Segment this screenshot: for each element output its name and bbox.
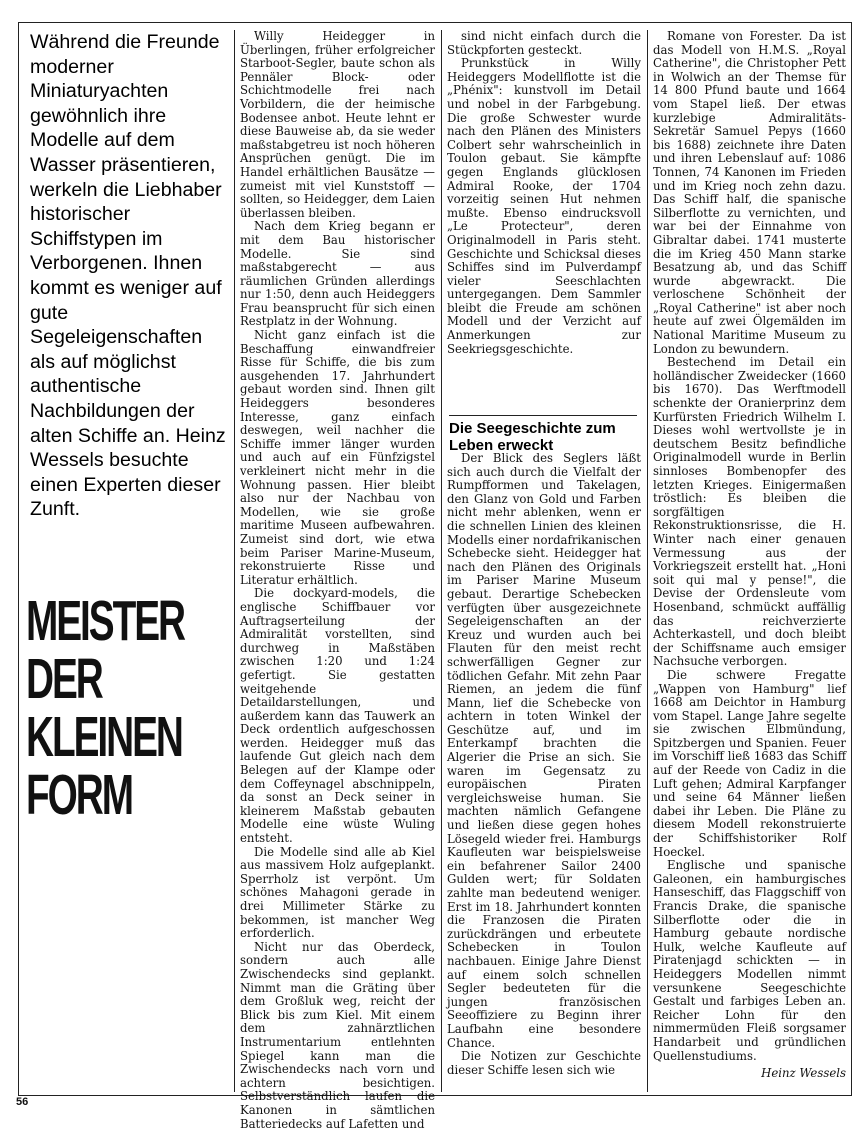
article-column-1 <box>240 29 435 1131</box>
headline-line-2: DER <box>26 647 102 711</box>
paragraph: Bestechend im Detail ein holländischer Zweidecker (1660 bis 1670). Das Werftmodell schenkte der Oranierprinz dem Kurfürsten Friedrich Wilhelm I. Dieses wohl wertvollste je in deutschem Besitz befindliche Originalmodell wurde in Berlin sinnloses Bombenopfer des letzten Krieges. Einigermaßen tröstlich: Es bleiben die sorgfältigen Rekonstruktionsrisse, die H. Winter nach einer genauen Vermessung aus der Vorkriegszeit erstellt hat. „Honi soit qui mal y pense!", die Devise der Ordensleute vom Hosenband, schmückt auffällig das reichverzierte Achterkastell, und doch bleibt der Schiffsname auch emsiger Nachsuche verborgen. <box>653 355 846 669</box>
headline-line-3: KLEINEN <box>26 705 182 769</box>
article-headline <box>26 589 185 827</box>
paragraph: sind nicht einfach durch die Stückpforten gesteckt. <box>447 29 641 57</box>
article-column-3 <box>653 30 846 1092</box>
intro-text: Während die Freunde moderner Miniaturyachten gewöhnlich ihre Modelle auf dem Wasser präsentieren, werkeln die Liebhaber historischer Schiffstypen im Verborgenen. Ihnen kommt es weniger auf gute Segeleigenschaften als auf möglichst authentische Nachbildungen der alten Schiffe an. Heinz Wessels besuchte einen Experten dieser Zunft. <box>30 31 226 521</box>
paragraph: Prunkstück in Willy Heideggers Modellflotte ist die „Phénix": kunstvoll im Detail und nobel in der Farbgebung. Die große Schwester wurde nach den Plänen des Ministers Colbert sehr wahrscheinlich in Toulon gebaut. Sie kämpfte gegen Englands glücklosen Admiral Rooke, der 1704 vorzeitig seinen Hut nehmen mußte. Ebenso eindrucksvoll „Le Protecteur", deren Originalmodell in Paris steht. Geschichte und Schicksal dieses Schiffes sind im Pulverdampf vieler Seeschlachten untergegangen. Dem Sammler bleibt die Freude am schönen Modell und der Verzicht auf Anmerkungen zur Seekriegsgeschichte. <box>447 56 641 356</box>
paragraph: Englische und spanische Galeonen, ein hamburgisches Hanseschiff, das Flaggschiff von Francis Drake, die spanische Silberflotte oder die in Hamburg gebaute nordische Hulk, welche Kaufleute auf Piratenjagd schickten — in Heideggers Modellen nimmt versunkene Seegeschichte Gestalt und farbiges Leben an. Reicher Lohn für den nimmermüden Fleiß sorgsamer Handarbeit und gründlichen Quellenstudiums. <box>653 858 846 1063</box>
column-rule-2 <box>441 30 442 1092</box>
column-rule-3 <box>647 30 648 1092</box>
column-rule-1 <box>234 30 235 1092</box>
paragraph: Die Notizen zur Geschichte dieser Schiffe lesen sich wie <box>447 1049 641 1077</box>
article-column-2-bottom <box>447 452 641 1092</box>
paragraph: Nach dem Krieg begann er mit dem Bau historischer Modelle. Sie sind maßstabgerecht — aus räumlichen Gründen allerdings nur 1:50, denn auch Heideggers Frau beansprucht für sich einen Restplatz in der Wohnung. <box>240 219 435 329</box>
paragraph: Willy Heidegger in Überlingen, früher erfolgreicher Starboot-Segler, baute schon als Pennäler Block- oder Schichtmodelle frei nach Vorbildern, die der heimische Bodensee anbot. Heute lehnt er diese Bauweise ab, da sie weder maßstabgetreu ist noch höheren Ansprüchen genügt. Die im Handel erhältlichen Bausätze — zumeist mit viel Kunststoff — sollten, so Heidegger, dem Laien überlassen bleiben. <box>240 29 435 220</box>
headline-line-4: FORM <box>26 763 132 827</box>
paragraph: Nicht nur das Oberdeck, sondern auch alle Zwischendecks sind geplankt. Nimmt man die Gräting über dem Großluk weg, reicht der Blick bis zum Kiel. Mit einem dem zahnärztlichen Instrumentarium entlehnten Spiegel kann man die Zwischendecks nach vorn und achtern besichtigen. Selbstverständlich laufen die Kanonen in sämtlichen Batteriedecks auf Lafetten und <box>240 939 435 1131</box>
author-byline: Heinz Wessels <box>761 1066 846 1081</box>
section-subheading: Die Seegeschichte zum Leben erweckt <box>449 420 616 454</box>
intro-teaser <box>30 30 230 522</box>
subhead-rule <box>449 415 637 416</box>
headline-line-1: MEISTER <box>26 589 185 653</box>
paragraph: Die schwere Fregatte „Wappen von Hamburg" lief 1668 am Deichtor in Hamburg vom Stapel. Lange Jahre segelte sie zwischen Elbmündung, Spitzbergen und Spanien. Feuer im Vorschiff ließ 1683 das Schiff auf der Reede von Cadiz in die Luft gehen; Admiral Karpfanger und seine 64 Männer ließen dabei ihr Leben. Die Pläne zu diesem Modell rekonstruierte der Schiffshistoriker Rolf Hoeckel. <box>653 667 846 859</box>
paragraph: Die Modelle sind alle ab Kiel aus massivem Holz aufgeplankt. Sperrholz ist verpönt. Um schönes Mahagoni gerade in drei Millimeter Stärke zu bekommen, ist mancher Weg erforderlich. <box>240 844 435 941</box>
paragraph: Die dockyard-models, die englische Schiffbauer vor Auftragserteilung der Admiralität vorstellten, sind durchweg in Maßstäben zwischen 1:20 und 1:24 gefertigt. Sie gestatten weitgehende Detaildarstellungen, und außerdem kann das Tauwerk an Deck ordentlich aufgeschossen werden. Heidegger muß das laufende Gut gleich nach dem Belegen auf der Klampe oder dem Coffeynagel abschnippeln, da sonst an Deck seiner in kleinerem Maßstab gebauten Modelle eine wüste Wuling entsteht. <box>240 586 435 846</box>
article-column-2-top <box>447 30 641 368</box>
paragraph: Romane von Forester. Da ist das Modell von H.M.S. „Royal Catherine", die Christopher Pett in Wolwich an der Themse für 14 800 Pfund baute und 1664 vom Stapel ließ. Der etwas kurzlebige Admiralitäts-Sekretär Samuel Pepys (1660 bis 1688) zeichnete ihre Daten und ihren Lebenslauf auf: 1086 Tonnen, 74 Kanonen im Frieden und im Krieg noch zehn dazu. Das Schiff half, die spanische Silberflotte zu vernichten, und war bei der Einnahme von Gibraltar dabei. 1741 musterte die im Krieg 450 Mann starke Besatzung ab, und das Schiff wurde abgewrackt. Die verloschene Schönheit der „Royal Catherine" ist aber noch heute auf zwei Ölgemälden im National Maritime Museum zu London zu bewundern. <box>653 29 846 356</box>
paragraph: Der Blick des Seglers läßt sich auch durch die Vielfalt der Rumpfformen und Takelagen, den Glanz von Gold und Farben nicht mehr ablenken, wenn er die schnellen Linien des kleinen Modells einer nordafrikanischen Schebecke sieht. Heidegger hat nach den Plänen des Originals im Pariser Marine Museum gebaut. Derartige Schebecken verfügten über ausgezeichnete Segeleigenschaften an der Kreuz und wurden auch bei Flauten für den meist recht schwerfälligen Gegner zur tödlichen Gefahr. Mit zehn Paar Riemen, an jedem die fünf Mann, lief die Schebecke von achtern in toten Winkel der Geschütze auf, und im Enterkampf brachten die Algerier die Prise an sich. Sie waren im Gegensatz zu europäischen Piraten vergleichsweise human. Sie machten nämlich Gefangene und ließen diese gegen hohes Lösegeld wieder frei. Hamburgs Kaufleuten war beispielsweise ein befahrener Sailor 2400 Gulden wert; für Soldaten zahlte man bedeutend weniger. Erst im 18. Jahrhundert konnten die Franzosen die Piraten zurückdrängen und erbeutete Schebecken in Toulon nachbauen. Einige Jahre Dienst auf einem solch schnellen Segler bedeuteten für die jungen französischen Seeoffiziere zu Beginn ihrer Laufbahn eine besondere Chance. <box>447 451 641 1050</box>
page-number: 56 <box>16 1096 29 1108</box>
paragraph: Nicht ganz einfach ist die Beschaffung einwandfreier Risse für Schiffe, die bis zum ausgehenden 17. Jahrhundert gebaut worden sind. Ihnen gilt Heideggers besonderes Interesse, ganz einfach deswegen, weil nachher die Schiffe immer länger wurden und auch auf ein Fünfzigstel verkleinert nicht mehr in die Wohnung passen. Hier bleibt also nur der Nachbau von Modellen, wie sie große maritime Museen aufbewahren. Zumeist sind dort, wie etwa beim Pariser Marine-Museum, rekonstruierte Risse und Literatur erhältlich. <box>240 328 435 587</box>
